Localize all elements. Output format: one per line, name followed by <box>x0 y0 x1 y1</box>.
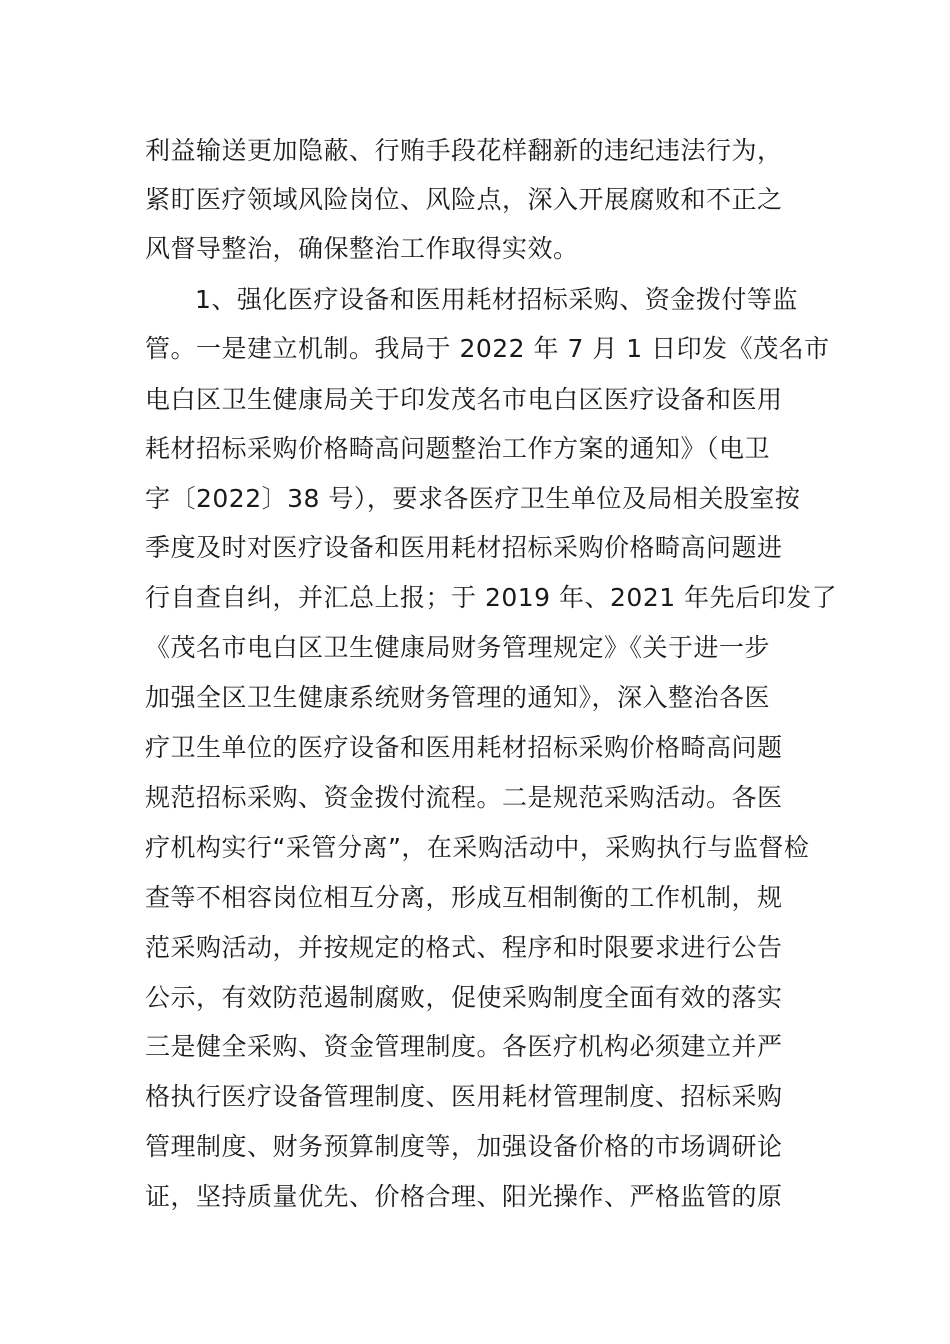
text-line: 三是健全采购、资金管理制度。各医疗机构必须建立并严 <box>145 1032 783 1061</box>
text-line: 疗卫生单位的医疗设备和医用耗材招标采购价格畸高问题 <box>145 733 783 762</box>
text-line: 行自查自纠，并汇总上报；于 2019 年、2021 年先后印发了 <box>145 583 838 612</box>
text-line: 证，坚持质量优先、价格合理、阳光操作、严格监管的原 <box>145 1182 783 1211</box>
text-line: 风督导整治，确保整治工作取得实效。 <box>145 234 579 263</box>
text-line: 电白区卫生健康局关于印发茂名市电白区医疗设备和医用 <box>145 385 783 414</box>
text-line: 季度及时对医疗设备和医用耗材招标采购价格畸高问题进 <box>145 533 783 562</box>
text-line: 耗材招标采购价格畸高问题整治工作方案的通知》（电卫 <box>145 434 771 463</box>
text-line: 紧盯医疗领域风险岗位、风险点，深入开展腐败和不正之 <box>145 185 783 214</box>
text-line: 字〔2022〕38 号），要求各医疗卫生单位及局相关股室按 <box>145 484 801 513</box>
text-line: 格执行医疗设备管理制度、医用耗材管理制度、招标采购 <box>145 1082 783 1111</box>
text-line: 《茂名市电白区卫生健康局财务管理规定》《关于进一步 <box>145 633 771 662</box>
text-line: 公示，有效防范遏制腐败，促使采购制度全面有效的落实 <box>145 983 783 1012</box>
text-line: 疗机构实行“采管分离”，在采购活动中，采购执行与监督检 <box>145 833 810 862</box>
text-line: 加强全区卫生健康系统财务管理的通知》，深入整治各医 <box>145 683 771 712</box>
text-line: 管。一是建立机制。我局于 2022 年 7 月 1 日印发《茂名市 <box>145 334 830 363</box>
text-line: 利益输送更加隐蔽、行贿手段花样翻新的违纪违法行为， <box>145 136 783 165</box>
text-line: 查等不相容岗位相互分离，形成互相制衡的工作机制，规 <box>145 883 783 912</box>
paragraph-first-line: 1、强化医疗设备和医用耗材招标采购、资金拨付等监 <box>195 285 798 314</box>
text-line: 规范招标采购、资金拨付流程。二是规范采购活动。各医 <box>145 783 783 812</box>
text-line: 管理制度、财务预算制度等，加强设备价格的市场调研论 <box>145 1132 783 1161</box>
text-line: 范采购活动，并按规定的格式、程序和时限要求进行公告 <box>145 933 783 962</box>
